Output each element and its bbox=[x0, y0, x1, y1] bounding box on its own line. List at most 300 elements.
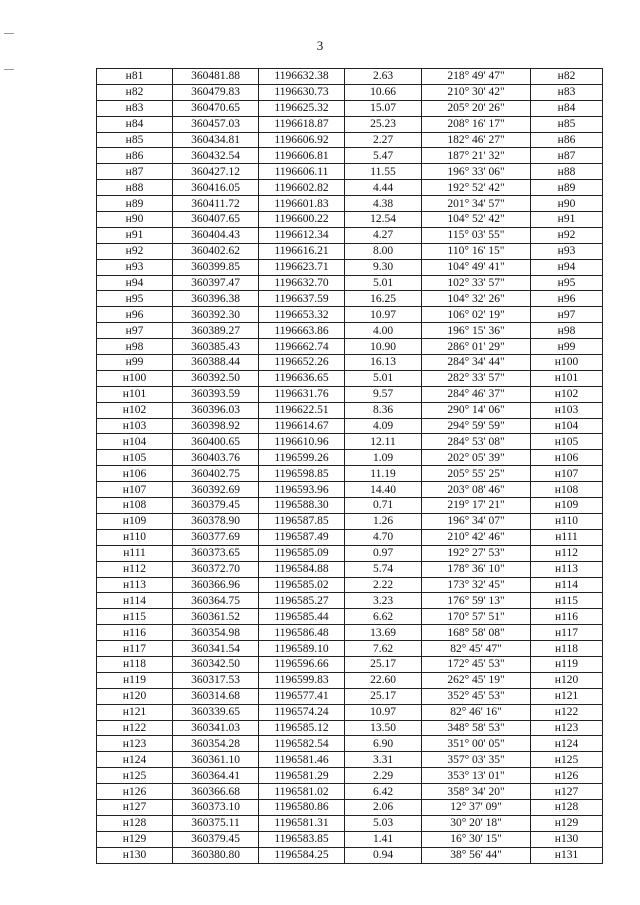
x-coordinate-cell: 360366.96 bbox=[173, 577, 259, 593]
table-row bbox=[97, 688, 603, 704]
y-coordinate-cell: 1196612.34 bbox=[259, 227, 345, 243]
coordinates-table-body bbox=[97, 69, 603, 864]
distance-cell: 5.47 bbox=[345, 148, 422, 164]
next-point-cell: н92 bbox=[531, 227, 603, 243]
distance-cell: 2.06 bbox=[345, 799, 422, 815]
x-coordinate-cell: 360361.52 bbox=[173, 609, 259, 625]
y-coordinate-cell: 1196585.09 bbox=[259, 545, 345, 561]
point-cell: н125 bbox=[97, 768, 173, 784]
y-coordinate-cell: 1196636.65 bbox=[259, 370, 345, 386]
y-coordinate-cell: 1196581.02 bbox=[259, 784, 345, 800]
point-cell: н118 bbox=[97, 656, 173, 672]
bearing-cell: 294° 59' 59" bbox=[422, 418, 531, 434]
point-cell: н81 bbox=[97, 69, 173, 85]
bearing-cell: 351° 00' 05" bbox=[422, 736, 531, 752]
point-cell: н105 bbox=[97, 450, 173, 466]
x-coordinate-cell: 360375.11 bbox=[173, 815, 259, 831]
next-point-cell: н107 bbox=[531, 466, 603, 482]
y-coordinate-cell: 1196630.73 bbox=[259, 84, 345, 100]
table-row bbox=[97, 768, 603, 784]
table-row bbox=[97, 418, 603, 434]
y-coordinate-cell: 1196584.88 bbox=[259, 561, 345, 577]
x-coordinate-cell: 360404.43 bbox=[173, 227, 259, 243]
page-number: 3 bbox=[316, 38, 324, 53]
bearing-cell: 106° 02' 19" bbox=[422, 307, 531, 323]
bearing-cell: 210° 30' 42" bbox=[422, 84, 531, 100]
point-cell: н93 bbox=[97, 259, 173, 275]
table-row bbox=[97, 466, 603, 482]
next-point-cell: н115 bbox=[531, 593, 603, 609]
point-cell: н107 bbox=[97, 482, 173, 498]
y-coordinate-cell: 1196580.86 bbox=[259, 799, 345, 815]
table-row bbox=[97, 227, 603, 243]
y-coordinate-cell: 1196589.10 bbox=[259, 641, 345, 657]
next-point-cell: н84 bbox=[531, 100, 603, 116]
x-coordinate-cell: 360379.45 bbox=[173, 498, 259, 514]
x-coordinate-cell: 360416.05 bbox=[173, 180, 259, 196]
x-coordinate-cell: 360427.12 bbox=[173, 164, 259, 180]
x-coordinate-cell: 360314.68 bbox=[173, 688, 259, 704]
table-row bbox=[97, 815, 603, 831]
point-cell: н126 bbox=[97, 784, 173, 800]
table-row bbox=[97, 577, 603, 593]
next-point-cell: н130 bbox=[531, 831, 603, 847]
y-coordinate-cell: 1196622.51 bbox=[259, 402, 345, 418]
distance-cell: 11.19 bbox=[345, 466, 422, 482]
point-cell: н112 bbox=[97, 561, 173, 577]
next-point-cell: н131 bbox=[531, 847, 603, 863]
point-cell: н82 bbox=[97, 84, 173, 100]
x-coordinate-cell: 360388.44 bbox=[173, 355, 259, 371]
next-point-cell: н103 bbox=[531, 402, 603, 418]
distance-cell: 15.07 bbox=[345, 100, 422, 116]
table-row bbox=[97, 545, 603, 561]
distance-cell: 12.54 bbox=[345, 212, 422, 228]
y-coordinate-cell: 1196632.38 bbox=[259, 69, 345, 85]
coordinates-table bbox=[96, 68, 603, 864]
point-cell: н99 bbox=[97, 355, 173, 371]
y-coordinate-cell: 1196625.32 bbox=[259, 100, 345, 116]
bearing-cell: 104° 49' 41" bbox=[422, 259, 531, 275]
point-cell: н96 bbox=[97, 307, 173, 323]
table-row bbox=[97, 370, 603, 386]
x-coordinate-cell: 360479.83 bbox=[173, 84, 259, 100]
bearing-cell: 82° 45' 47" bbox=[422, 641, 531, 657]
bearing-cell: 38° 56' 44" bbox=[422, 847, 531, 863]
x-coordinate-cell: 360342.50 bbox=[173, 656, 259, 672]
y-coordinate-cell: 1196610.96 bbox=[259, 434, 345, 450]
y-coordinate-cell: 1196631.76 bbox=[259, 386, 345, 402]
bearing-cell: 348° 58' 53" bbox=[422, 720, 531, 736]
next-point-cell: н95 bbox=[531, 275, 603, 291]
x-coordinate-cell: 360354.28 bbox=[173, 736, 259, 752]
next-point-cell: н123 bbox=[531, 720, 603, 736]
table-row bbox=[97, 275, 603, 291]
y-coordinate-cell: 1196585.02 bbox=[259, 577, 345, 593]
table-row bbox=[97, 180, 603, 196]
table-row bbox=[97, 529, 603, 545]
point-cell: н85 bbox=[97, 132, 173, 148]
table-row bbox=[97, 116, 603, 132]
bearing-cell: 196° 15' 36" bbox=[422, 323, 531, 339]
y-coordinate-cell: 1196596.66 bbox=[259, 656, 345, 672]
bearing-cell: 205° 20' 26" bbox=[422, 100, 531, 116]
y-coordinate-cell: 1196588.30 bbox=[259, 498, 345, 514]
distance-cell: 8.00 bbox=[345, 243, 422, 259]
distance-cell: 3.31 bbox=[345, 752, 422, 768]
bearing-cell: 284° 53' 08" bbox=[422, 434, 531, 450]
table-row bbox=[97, 84, 603, 100]
bearing-cell: 357° 03' 35" bbox=[422, 752, 531, 768]
next-point-cell: н112 bbox=[531, 545, 603, 561]
y-coordinate-cell: 1196637.59 bbox=[259, 291, 345, 307]
next-point-cell: н99 bbox=[531, 339, 603, 355]
bearing-cell: 284° 46' 37" bbox=[422, 386, 531, 402]
point-cell: н84 bbox=[97, 116, 173, 132]
distance-cell: 11.55 bbox=[345, 164, 422, 180]
next-point-cell: н88 bbox=[531, 164, 603, 180]
point-cell: н86 bbox=[97, 148, 173, 164]
bearing-cell: 30° 20' 18" bbox=[422, 815, 531, 831]
x-coordinate-cell: 360392.69 bbox=[173, 482, 259, 498]
next-point-cell: н126 bbox=[531, 768, 603, 784]
table-row bbox=[97, 831, 603, 847]
next-point-cell: н96 bbox=[531, 291, 603, 307]
distance-cell: 2.27 bbox=[345, 132, 422, 148]
point-cell: н102 bbox=[97, 402, 173, 418]
point-cell: н110 bbox=[97, 529, 173, 545]
point-cell: н90 bbox=[97, 212, 173, 228]
bearing-cell: 178° 36' 10" bbox=[422, 561, 531, 577]
distance-cell: 5.01 bbox=[345, 275, 422, 291]
x-coordinate-cell: 360411.72 bbox=[173, 196, 259, 212]
point-cell: н91 bbox=[97, 227, 173, 243]
next-point-cell: н114 bbox=[531, 577, 603, 593]
point-cell: н83 bbox=[97, 100, 173, 116]
point-cell: н92 bbox=[97, 243, 173, 259]
x-coordinate-cell: 360481.88 bbox=[173, 69, 259, 85]
distance-cell: 4.70 bbox=[345, 529, 422, 545]
next-point-cell: н98 bbox=[531, 323, 603, 339]
bearing-cell: 210° 42' 46" bbox=[422, 529, 531, 545]
table-row bbox=[97, 847, 603, 863]
next-point-cell: н122 bbox=[531, 704, 603, 720]
x-coordinate-cell: 360396.03 bbox=[173, 402, 259, 418]
y-coordinate-cell: 1196623.71 bbox=[259, 259, 345, 275]
bearing-cell: 282° 33' 57" bbox=[422, 370, 531, 386]
x-coordinate-cell: 360341.03 bbox=[173, 720, 259, 736]
bearing-cell: 352° 45' 53" bbox=[422, 688, 531, 704]
x-coordinate-cell: 360393.59 bbox=[173, 386, 259, 402]
point-cell: н127 bbox=[97, 799, 173, 815]
bearing-cell: 192° 27' 53" bbox=[422, 545, 531, 561]
point-cell: н89 bbox=[97, 196, 173, 212]
distance-cell: 8.36 bbox=[345, 402, 422, 418]
point-cell: н124 bbox=[97, 752, 173, 768]
bearing-cell: 102° 33' 57" bbox=[422, 275, 531, 291]
x-coordinate-cell: 360364.41 bbox=[173, 768, 259, 784]
bearing-cell: 358° 34' 20" bbox=[422, 784, 531, 800]
bearing-cell: 104° 52' 42" bbox=[422, 212, 531, 228]
point-cell: н117 bbox=[97, 641, 173, 657]
y-coordinate-cell: 1196601.83 bbox=[259, 196, 345, 212]
y-coordinate-cell: 1196652.26 bbox=[259, 355, 345, 371]
point-cell: н95 bbox=[97, 291, 173, 307]
x-coordinate-cell: 360392.50 bbox=[173, 370, 259, 386]
next-point-cell: н91 bbox=[531, 212, 603, 228]
bearing-cell: 353° 13' 01" bbox=[422, 768, 531, 784]
bearing-cell: 192° 52' 42" bbox=[422, 180, 531, 196]
y-coordinate-cell: 1196574.24 bbox=[259, 704, 345, 720]
point-cell: н115 bbox=[97, 609, 173, 625]
table-row bbox=[97, 513, 603, 529]
x-coordinate-cell: 360397.47 bbox=[173, 275, 259, 291]
distance-cell: 25.17 bbox=[345, 656, 422, 672]
x-coordinate-cell: 360366.68 bbox=[173, 784, 259, 800]
next-point-cell: н82 bbox=[531, 69, 603, 85]
distance-cell: 5.01 bbox=[345, 370, 422, 386]
table-row bbox=[97, 641, 603, 657]
table-row bbox=[97, 672, 603, 688]
bearing-cell: 286° 01' 29" bbox=[422, 339, 531, 355]
distance-cell: 0.71 bbox=[345, 498, 422, 514]
next-point-cell: н83 bbox=[531, 84, 603, 100]
x-coordinate-cell: 360389.27 bbox=[173, 323, 259, 339]
point-cell: н101 bbox=[97, 386, 173, 402]
y-coordinate-cell: 1196632.70 bbox=[259, 275, 345, 291]
bearing-cell: 290° 14' 06" bbox=[422, 402, 531, 418]
point-cell: н129 bbox=[97, 831, 173, 847]
table-row bbox=[97, 736, 603, 752]
distance-cell: 12.11 bbox=[345, 434, 422, 450]
bearing-cell: 187° 21' 32" bbox=[422, 148, 531, 164]
distance-cell: 2.22 bbox=[345, 577, 422, 593]
x-coordinate-cell: 360398.92 bbox=[173, 418, 259, 434]
next-point-cell: н93 bbox=[531, 243, 603, 259]
point-cell: н114 bbox=[97, 593, 173, 609]
x-coordinate-cell: 360354.98 bbox=[173, 625, 259, 641]
y-coordinate-cell: 1196663.86 bbox=[259, 323, 345, 339]
x-coordinate-cell: 360400.65 bbox=[173, 434, 259, 450]
y-coordinate-cell: 1196606.11 bbox=[259, 164, 345, 180]
x-coordinate-cell: 360402.62 bbox=[173, 243, 259, 259]
next-point-cell: н104 bbox=[531, 418, 603, 434]
x-coordinate-cell: 360399.85 bbox=[173, 259, 259, 275]
x-coordinate-cell: 360457.03 bbox=[173, 116, 259, 132]
table-row bbox=[97, 196, 603, 212]
bearing-cell: 208° 16' 17" bbox=[422, 116, 531, 132]
table-row bbox=[97, 720, 603, 736]
next-point-cell: н129 bbox=[531, 815, 603, 831]
table-row bbox=[97, 752, 603, 768]
distance-cell: 4.38 bbox=[345, 196, 422, 212]
distance-cell: 25.17 bbox=[345, 688, 422, 704]
point-cell: н120 bbox=[97, 688, 173, 704]
table-row bbox=[97, 148, 603, 164]
x-coordinate-cell: 360373.65 bbox=[173, 545, 259, 561]
next-point-cell: н100 bbox=[531, 355, 603, 371]
y-coordinate-cell: 1196662.74 bbox=[259, 339, 345, 355]
point-cell: н94 bbox=[97, 275, 173, 291]
next-point-cell: н121 bbox=[531, 688, 603, 704]
next-point-cell: н89 bbox=[531, 180, 603, 196]
next-point-cell: н97 bbox=[531, 307, 603, 323]
distance-cell: 13.69 bbox=[345, 625, 422, 641]
next-point-cell: н113 bbox=[531, 561, 603, 577]
y-coordinate-cell: 1196599.83 bbox=[259, 672, 345, 688]
distance-cell: 1.09 bbox=[345, 450, 422, 466]
next-point-cell: н118 bbox=[531, 641, 603, 657]
y-coordinate-cell: 1196618.87 bbox=[259, 116, 345, 132]
distance-cell: 16.25 bbox=[345, 291, 422, 307]
distance-cell: 10.97 bbox=[345, 704, 422, 720]
y-coordinate-cell: 1196616.21 bbox=[259, 243, 345, 259]
x-coordinate-cell: 360377.69 bbox=[173, 529, 259, 545]
next-point-cell: н117 bbox=[531, 625, 603, 641]
next-point-cell: н116 bbox=[531, 609, 603, 625]
y-coordinate-cell: 1196614.67 bbox=[259, 418, 345, 434]
table-row bbox=[97, 339, 603, 355]
y-coordinate-cell: 1196602.82 bbox=[259, 180, 345, 196]
table-row bbox=[97, 784, 603, 800]
y-coordinate-cell: 1196586.48 bbox=[259, 625, 345, 641]
table-row bbox=[97, 307, 603, 323]
x-coordinate-cell: 360372.70 bbox=[173, 561, 259, 577]
x-coordinate-cell: 360361.10 bbox=[173, 752, 259, 768]
next-point-cell: н128 bbox=[531, 799, 603, 815]
y-coordinate-cell: 1196577.41 bbox=[259, 688, 345, 704]
next-point-cell: н119 bbox=[531, 656, 603, 672]
table-row bbox=[97, 323, 603, 339]
table-row bbox=[97, 69, 603, 85]
distance-cell: 4.27 bbox=[345, 227, 422, 243]
next-point-cell: н102 bbox=[531, 386, 603, 402]
x-coordinate-cell: 360434.81 bbox=[173, 132, 259, 148]
next-point-cell: н85 bbox=[531, 116, 603, 132]
bearing-cell: 218° 49' 47" bbox=[422, 69, 531, 85]
next-point-cell: н106 bbox=[531, 450, 603, 466]
distance-cell: 9.57 bbox=[345, 386, 422, 402]
bearing-cell: 12° 37' 09" bbox=[422, 799, 531, 815]
x-coordinate-cell: 360403.76 bbox=[173, 450, 259, 466]
x-coordinate-cell: 360385.43 bbox=[173, 339, 259, 355]
table-row bbox=[97, 259, 603, 275]
y-coordinate-cell: 1196598.85 bbox=[259, 466, 345, 482]
point-cell: н122 bbox=[97, 720, 173, 736]
bearing-cell: 202° 05' 39" bbox=[422, 450, 531, 466]
x-coordinate-cell: 360392.30 bbox=[173, 307, 259, 323]
bearing-cell: 262° 45' 19" bbox=[422, 672, 531, 688]
bearing-cell: 110° 16' 15" bbox=[422, 243, 531, 259]
bearing-cell: 201° 34' 57" bbox=[422, 196, 531, 212]
distance-cell: 4.09 bbox=[345, 418, 422, 434]
distance-cell: 2.63 bbox=[345, 69, 422, 85]
next-point-cell: н94 bbox=[531, 259, 603, 275]
distance-cell: 4.00 bbox=[345, 323, 422, 339]
distance-cell: 16.13 bbox=[345, 355, 422, 371]
next-point-cell: н87 bbox=[531, 148, 603, 164]
distance-cell: 5.74 bbox=[345, 561, 422, 577]
table-row bbox=[97, 450, 603, 466]
distance-cell: 25.23 bbox=[345, 116, 422, 132]
bearing-cell: 16° 30' 15" bbox=[422, 831, 531, 847]
distance-cell: 9.30 bbox=[345, 259, 422, 275]
point-cell: н106 bbox=[97, 466, 173, 482]
point-cell: н87 bbox=[97, 164, 173, 180]
distance-cell: 6.90 bbox=[345, 736, 422, 752]
bearing-cell: 182° 46' 27" bbox=[422, 132, 531, 148]
point-cell: н98 bbox=[97, 339, 173, 355]
bearing-cell: 115° 03' 55" bbox=[422, 227, 531, 243]
x-coordinate-cell: 360317.53 bbox=[173, 672, 259, 688]
x-coordinate-cell: 360380.80 bbox=[173, 847, 259, 863]
y-coordinate-cell: 1196581.31 bbox=[259, 815, 345, 831]
next-point-cell: н105 bbox=[531, 434, 603, 450]
point-cell: н111 bbox=[97, 545, 173, 561]
distance-cell: 3.23 bbox=[345, 593, 422, 609]
bearing-cell: 176° 59' 13" bbox=[422, 593, 531, 609]
table-row bbox=[97, 434, 603, 450]
x-coordinate-cell: 360373.10 bbox=[173, 799, 259, 815]
bearing-cell: 196° 34' 07" bbox=[422, 513, 531, 529]
x-coordinate-cell: 360341.54 bbox=[173, 641, 259, 657]
bearing-cell: 203° 08' 46" bbox=[422, 482, 531, 498]
bearing-cell: 168° 58' 08" bbox=[422, 625, 531, 641]
y-coordinate-cell: 1196606.81 bbox=[259, 148, 345, 164]
point-cell: н103 bbox=[97, 418, 173, 434]
table-row bbox=[97, 656, 603, 672]
distance-cell: 22.60 bbox=[345, 672, 422, 688]
table-row bbox=[97, 291, 603, 307]
distance-cell: 6.42 bbox=[345, 784, 422, 800]
bearing-cell: 196° 33' 06" bbox=[422, 164, 531, 180]
bearing-cell: 173° 32' 45" bbox=[422, 577, 531, 593]
y-coordinate-cell: 1196584.25 bbox=[259, 847, 345, 863]
point-cell: н113 bbox=[97, 577, 173, 593]
bearing-cell: 170° 57' 51" bbox=[422, 609, 531, 625]
distance-cell: 4.44 bbox=[345, 180, 422, 196]
distance-cell: 10.90 bbox=[345, 339, 422, 355]
table-row bbox=[97, 609, 603, 625]
table-row bbox=[97, 498, 603, 514]
table-row bbox=[97, 386, 603, 402]
y-coordinate-cell: 1196581.46 bbox=[259, 752, 345, 768]
y-coordinate-cell: 1196582.54 bbox=[259, 736, 345, 752]
y-coordinate-cell: 1196581.29 bbox=[259, 768, 345, 784]
next-point-cell: н124 bbox=[531, 736, 603, 752]
distance-cell: 10.66 bbox=[345, 84, 422, 100]
distance-cell: 13.50 bbox=[345, 720, 422, 736]
x-coordinate-cell: 360364.75 bbox=[173, 593, 259, 609]
y-coordinate-cell: 1196585.44 bbox=[259, 609, 345, 625]
next-point-cell: н127 bbox=[531, 784, 603, 800]
y-coordinate-cell: 1196606.92 bbox=[259, 132, 345, 148]
next-point-cell: н109 bbox=[531, 498, 603, 514]
table-row bbox=[97, 212, 603, 228]
y-coordinate-cell: 1196583.85 bbox=[259, 831, 345, 847]
table-row bbox=[97, 799, 603, 815]
x-coordinate-cell: 360339.65 bbox=[173, 704, 259, 720]
distance-cell: 6.62 bbox=[345, 609, 422, 625]
x-coordinate-cell: 360407.65 bbox=[173, 212, 259, 228]
y-coordinate-cell: 1196587.49 bbox=[259, 529, 345, 545]
bearing-cell: 104° 32' 26" bbox=[422, 291, 531, 307]
scan-mark bbox=[4, 33, 14, 34]
bearing-cell: 284° 34' 44" bbox=[422, 355, 531, 371]
distance-cell: 0.94 bbox=[345, 847, 422, 863]
distance-cell: 1.26 bbox=[345, 513, 422, 529]
next-point-cell: н90 bbox=[531, 196, 603, 212]
